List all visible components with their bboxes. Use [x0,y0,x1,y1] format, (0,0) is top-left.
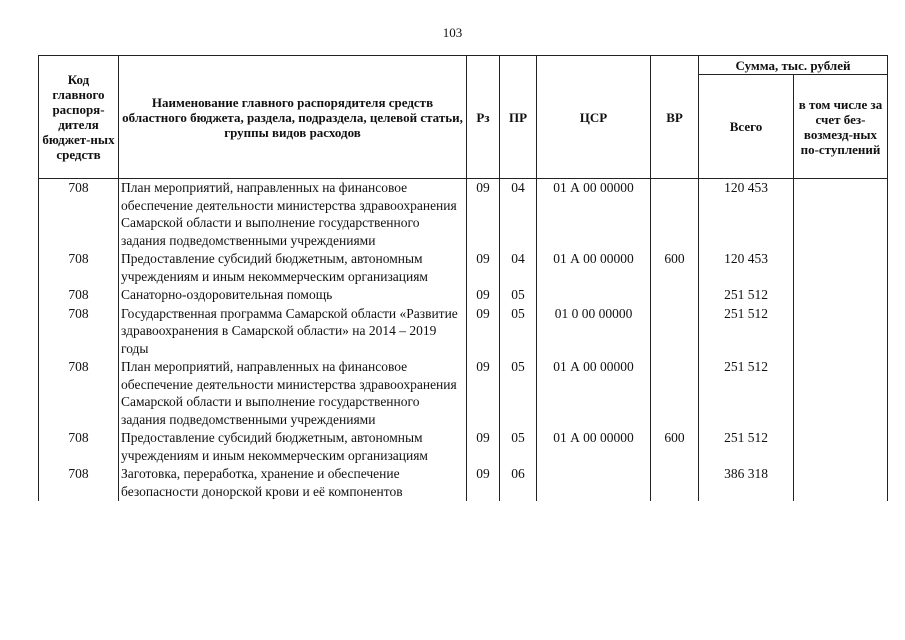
cell-code: 708 [39,286,119,305]
cell-incl [794,465,888,501]
cell-rz: 09 [467,305,500,359]
header-sum-group: Сумма, тыс. рублей [699,56,888,75]
cell-incl [794,305,888,359]
cell-pr: 05 [500,429,537,465]
cell-pr: 05 [500,286,537,305]
cell-csr: 01 А 00 00000 [537,179,651,251]
cell-csr: 01 А 00 00000 [537,250,651,286]
cell-pr: 04 [500,179,537,251]
cell-vr: 600 [651,250,699,286]
cell-code: 708 [39,179,119,251]
cell-total: 251 512 [699,358,794,429]
header-csr: ЦСР [537,56,651,179]
cell-rz: 09 [467,250,500,286]
cell-total: 251 512 [699,286,794,305]
header-name: Наименование главного распорядителя средств областного бюджета, раздела, подраздела, целевой статьи, группы видов расходов [119,56,467,179]
page-number: 103 [442,25,463,40]
cell-pr: 04 [500,250,537,286]
cell-rz: 09 [467,358,500,429]
cell-incl [794,250,888,286]
header-total: Всего [699,75,794,179]
cell-code: 708 [39,305,119,359]
cell-total: 120 453 [699,250,794,286]
cell-incl [794,358,888,429]
cell-incl [794,179,888,251]
table-row [39,250,888,286]
table-row [39,429,888,465]
cell-rz: 09 [467,179,500,251]
cell-total: 251 512 [699,305,794,359]
cell-csr: 01 А 00 00000 [537,429,651,465]
cell-rz: 09 [467,286,500,305]
cell-vr: 600 [651,429,699,465]
cell-pr: 05 [500,358,537,429]
cell-total: 120 453 [699,179,794,251]
cell-name: План мероприятий, направленных на финансовое обеспечение деятельности министерства здравоохранения Самарской области и выполнение государственного задания подведомственными учреждениями [119,179,467,251]
cell-name: Заготовка, переработка, хранение и обеспечение безопасности донорской крови и её компонентов [119,465,467,501]
cell-name: Предоставление субсидий бюджетным, автономным учреждениям и иным некоммерческим организациям [119,250,467,286]
cell-incl [794,286,888,305]
cell-csr: 01 А 00 00000 [537,358,651,429]
cell-name: План мероприятий, направленных на финансовое обеспечение деятельности министерства здравоохранения Самарской области и выполнение государственного задания подведомственными учреждениями [119,358,467,429]
cell-pr: 05 [500,305,537,359]
table-row [39,179,888,251]
cell-total: 251 512 [699,429,794,465]
cell-name: Государственная программа Самарской области «Развитие здравоохранения в Самарской области» на 2014 – 2019 годы [119,305,467,359]
header-code: Код главного распоря-дителя бюджет-ных средств [39,56,119,179]
cell-vr [651,286,699,305]
header-incl-gratuitous: в том числе за счет без-возмезд-ных по-ступлений [794,75,888,179]
cell-vr [651,358,699,429]
cell-csr: 01 0 00 00000 [537,305,651,359]
cell-name: Предоставление субсидий бюджетным, автономным учреждениям и иным некоммерческим организациям [119,429,467,465]
cell-vr [651,179,699,251]
cell-code: 708 [39,358,119,429]
cell-total: 386 318 [699,465,794,501]
header-vr: ВР [651,56,699,179]
cell-code: 708 [39,465,119,501]
cell-csr [537,286,651,305]
budget-table [38,55,888,501]
table-row [39,286,888,305]
header-rz: Рз [467,56,500,179]
cell-rz: 09 [467,465,500,501]
cell-vr [651,465,699,501]
table-row [39,305,888,359]
cell-incl [794,429,888,465]
cell-code: 708 [39,429,119,465]
header-pr: ПР [500,56,537,179]
cell-code: 708 [39,250,119,286]
cell-rz: 09 [467,429,500,465]
cell-csr [537,465,651,501]
cell-name: Санаторно-оздоровительная помощь [119,286,467,305]
table-row [39,465,888,501]
cell-vr [651,305,699,359]
cell-pr: 06 [500,465,537,501]
table-row [39,358,888,429]
